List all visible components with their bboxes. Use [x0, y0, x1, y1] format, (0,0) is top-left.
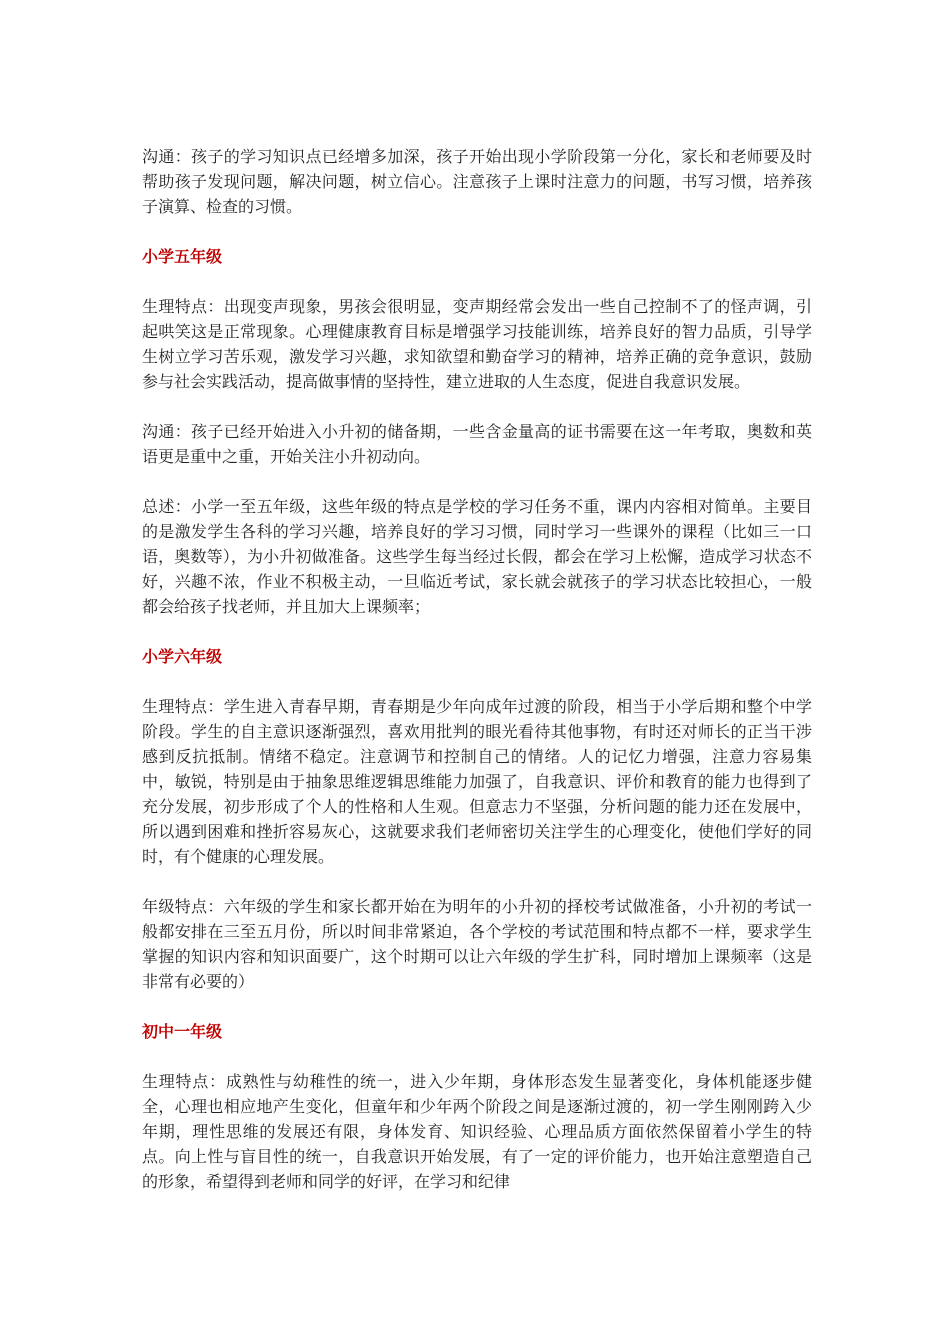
heading-grade6: 小学六年级 [142, 647, 223, 666]
paragraph-junior1-physiology: 生理特点：成熟性与幼稚性的统一，进入少年期，身体形态发生显著变化，身体机能逐步健全，心理也相应地产生变化，但童年和少年两个阶段之间是逐渐过渡的，初一学生刚刚跨入少年期，理性思维的发展还有限，身体发育、知识经验、心理品质方面依然保留着小学生的特点。向上性与盲目性的统一，自我意识开始发展，有了一定的评价能力，也开始注意塑造自己的形象，希望得到老师和同学的好评，在学习和纪律 [142, 1072, 812, 1191]
paragraph-grades1-5-summary: 总述：小学一至五年级，这些年级的特点是学校的学习任务不重，课内内容相对简单。主要目的是激发学生各科的学习兴趣，培养良好的学习习惯，同时学习一些课外的课程（比如三一口语，奥数等），为小升初做准备。这些学生每当经过长假，都会在学习上松懈，造成学习状态不好，兴趣不浓，作业不积极主动，一旦临近考试，家长就会就孩子的学习状态比较担心，一般都会给孩子找老师，并且加大上课频率； [142, 497, 812, 616]
paragraph-grade5-communication: 沟通：孩子已经开始进入小升初的储备期，一些含金量高的证书需要在这一年考取，奥数和英语更是重中之重，开始关注小升初动向。 [142, 422, 812, 466]
paragraph-grade5-physiology: 生理特点：出现变声现象，男孩会很明显，变声期经常会发出一些自己控制不了的怪声调，引起哄笑这是正常现象。心理健康教育目标是增强学习技能训练，培养良好的智力品质，引导学生树立学习苦乐观，激发学习兴趣，求知欲望和勤奋学习的精神，培养正确的竞争意识，鼓励参与社会实践活动，提高做事情的坚持性，建立进取的人生态度，促进自我意识发展。 [142, 297, 812, 391]
paragraph-grade6-physiology: 生理特点：学生进入青春早期，青春期是少年向成年过渡的阶段，相当于小学后期和整个中学阶段。学生的自主意识逐渐强烈，喜欢用批判的眼光看待其他事物，有时还对师长的正当干涉感到反抗抵制。情绪不稳定。注意调节和控制自己的情绪。人的记忆力增强，注意力容易集中，敏锐，特别是由于抽象思维逻辑思维能力加强了，自我意识、评价和教育的能力也得到了充分发展，初步形成了个人的性格和人生观。但意志力不坚强，分析问题的能力还在发展中，所以遇到困难和挫折容易灰心，这就要求我们老师密切关注学生的心理变化，使他们学好的同时，有个健康的心理发展。 [142, 697, 812, 866]
paragraph-grade4-communication: 沟通：孩子的学习知识点已经增多加深，孩子开始出现小学阶段第一分化，家长和老师要及时帮助孩子发现问题，解决问题，树立信心。注意孩子上课时注意力的问题，书写习惯，培养孩子演算、检查的习惯。 [142, 147, 812, 216]
heading-junior1: 初中一年级 [142, 1022, 223, 1041]
paragraph-grade6-characteristics: 年级特点：六年级的学生和家长都开始在为明年的小升初的择校考试做准备，小升初的考试一般都安排在三至五月份，所以时间非常紧迫，各个学校的考试范围和特点都不一样，要求学生掌握的知识内容和知识面要广，这个时期可以让六年级的学生扩科，同时增加上课频率（这是非常有必要的） [142, 897, 812, 991]
document-page [142, 144, 812, 1219]
heading-grade5: 小学五年级 [142, 247, 223, 266]
